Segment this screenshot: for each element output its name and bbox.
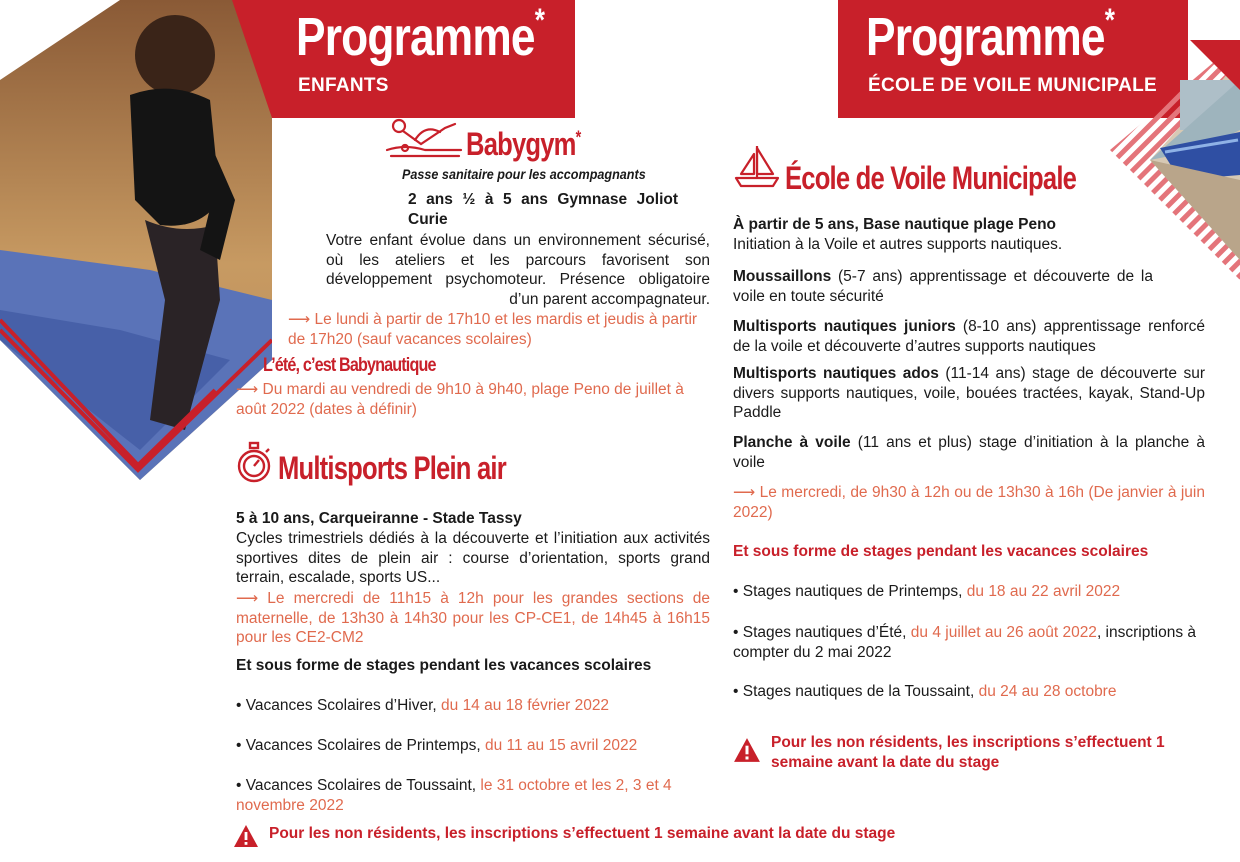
right-banner: Programme* ÉCOLE DE VOILE MUNICIPALE — [838, 0, 1188, 118]
list-item: Planche à voile (11 ans et plus) stage d’initiation à la planche à voile — [733, 434, 1206, 471]
list-item: • Vacances Scolaires de Toussaint, le 31 octobre et les 2, 3 et 4 novembre 2022 — [236, 777, 672, 814]
babynautique-schedule: ⟶ Du mardi au vendredi de 9h10 à 9h40, plage Peno de juillet à août 2022 (dates à définir) — [236, 381, 684, 418]
stopwatch-icon — [235, 441, 273, 485]
babygym-note: Passe sanitaire pour les accompagnants — [402, 166, 646, 182]
babygym-description: Votre enfant évolue dans un environnement sécurisé, où les ateliers et les parcours favorisent son développement psychomoteur. Présence obligatoire d’un parent accompagnateur. — [326, 232, 710, 308]
voile-schedule: ⟶ Le mercredi, de 9h30 à 12h ou de 13h30 à 16h (De janvier à juin 2022) — [733, 484, 1205, 521]
warning-icon — [233, 824, 259, 848]
list-item: • Vacances Scolaires de Printemps, du 11 au 15 avril 2022 — [236, 737, 638, 754]
list-item: • Stages nautiques de Printemps, du 18 au 22 avril 2022 — [733, 583, 1121, 600]
babygym-age-place: 2 ans ½ à 5 ans Gymnase Joliot Curie — [408, 191, 678, 228]
list-item: • Vacances Scolaires d’Hiver, du 14 au 18 février 2022 — [236, 697, 610, 714]
left-banner: Programme* ENFANTS — [272, 0, 575, 118]
multisports-title: Multisports Plein air — [278, 450, 506, 486]
babygym-title: Babygym* — [466, 126, 581, 162]
babynautique-title: L’été, c’est Babynautique — [263, 355, 436, 376]
voile-warning: Pour les non résidents, les inscriptions s’effectuent 1 semaine avant la date du stage — [733, 733, 1173, 773]
multisports-age-place: 5 à 10 ans, Carqueiranne - Stade Tassy — [236, 510, 522, 527]
voile-age-place: À partir de 5 ans, Base nautique plage Peno — [733, 216, 1057, 233]
arrow-right-icon: ⟶ — [236, 381, 263, 398]
arrow-right-icon: ⟶ — [288, 311, 315, 328]
red-chevron-line — [0, 290, 230, 490]
multisports-stages-heading: Et sous forme de stages pendant les vacances scolaires — [236, 657, 652, 674]
arrow-right-icon: ⟶ — [733, 484, 760, 501]
bottom-warning: Pour les non résidents, les inscriptions s’effectuent 1 semaine avant la date du stage — [233, 824, 895, 848]
right-banner-title: Programme — [866, 7, 1105, 67]
list-item: • Stages nautiques d’Été, du 4 juillet au 26 août 2022, inscriptions à compter du 2 mai 2022 — [733, 624, 1197, 661]
warning-icon — [733, 737, 761, 763]
left-banner-subtitle: ENFANTS — [298, 75, 389, 96]
arrow-right-icon: ⟶ — [236, 590, 268, 607]
list-item: Multisports nautiques juniors (8-10 ans) apprentissage renforcé de la voile et découverte d’autres supports nautiques — [733, 318, 1205, 355]
yoga-icon — [385, 114, 463, 162]
voile-title: École de Voile Municipale — [785, 160, 1077, 196]
voile-stages-heading: Et sous forme de stages pendant les vacances scolaires — [733, 543, 1149, 560]
multisports-description: Cycles trimestriels dédiés à la découverte et l’initiation aux activités sportives dites de plein air : course d’orientation, sports grand terrain, escalade, sports US... — [236, 530, 710, 586]
sailboat-icon — [733, 144, 781, 190]
right-banner-subtitle: ÉCOLE DE VOILE MUNICIPALE — [868, 75, 1158, 96]
list-item: • Stages nautiques de la Toussaint, du 24 au 28 octobre — [733, 683, 1117, 700]
list-item: Multisports nautiques ados (11-14 ans) stage de découverte sur divers supports nautiques, voile, bouées tractées, kayak, Stand-Up Paddle — [733, 365, 1206, 421]
multisports-schedule: ⟶ Le mercredi de 11h15 à 12h pour les grandes sections de maternelle, de 13h30 à 14h30 pour les CP-CE1, de 14h45 à 16h15 pour les CE2-CM2 — [236, 590, 710, 646]
left-banner-title: Programme — [296, 7, 535, 67]
babygym-schedule: ⟶ Le lundi à partir de 17h10 et les mardis et jeudis à partir de 17h20 (sauf vacances scolaires) — [288, 311, 698, 348]
list-item: Moussaillons (5-7 ans) apprentissage et découverte de la voile en toute sécurité — [733, 268, 1153, 305]
voile-intro: Initiation à la Voile et autres supports nautiques. — [733, 236, 1063, 253]
